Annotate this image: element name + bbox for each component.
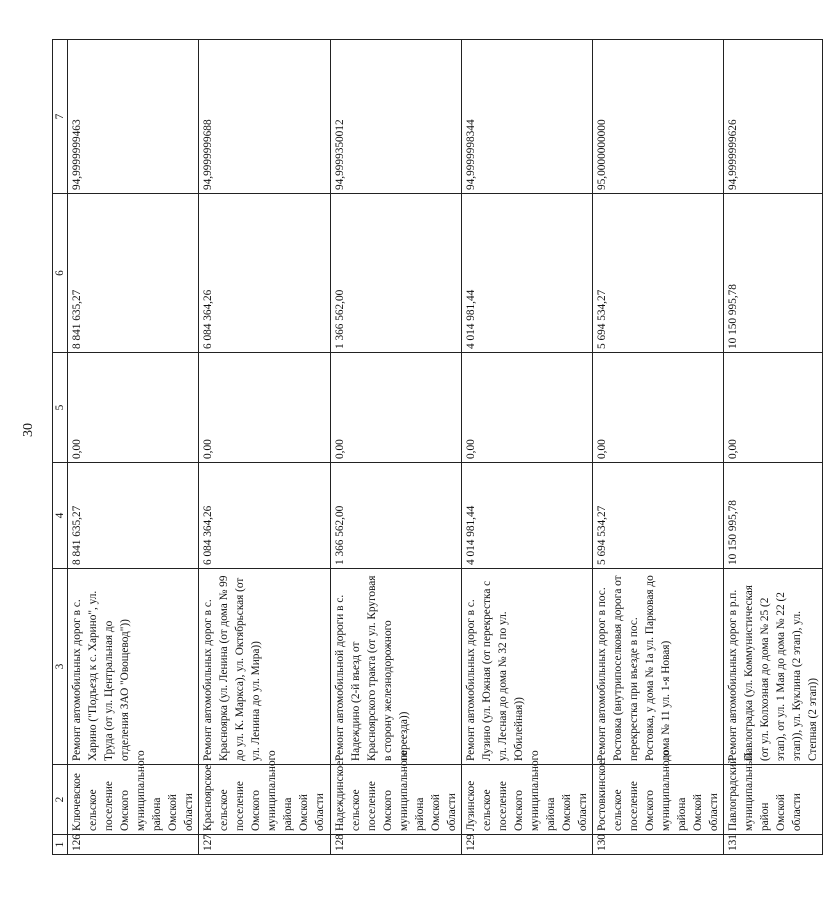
table-row — [724, 40, 823, 855]
percent-cell: 94,9999999688 — [199, 40, 330, 194]
percent-cell: 95,0000000000 — [593, 40, 724, 194]
amount-subsidy-cell: 5 694 534,27 — [593, 194, 724, 353]
column-header: 7 — [53, 40, 68, 194]
settlement-cell: Ключевское сельское поселение Омского муниципального района Омской области — [68, 765, 199, 835]
row-number: 131 — [724, 835, 823, 855]
percent-cell: 94,9999998344 — [461, 40, 592, 194]
work-description-cell: Ремонт автомобильных дорог в с. Красноярка (ул. Ленина (от дома № 99 до ул. К. Маркса), ул. Октябрьская (от ул. Ленина до ул. Мира)) — [199, 569, 330, 765]
work-description-cell: Ремонт автомобильных дорог в с. Лузино (ул. Южная (от перекрестка с ул. Лесная до дома № 32 по ул. Юбилейная)) — [461, 569, 592, 765]
amount-local-cell: 0,00 — [724, 353, 823, 463]
column-header: 4 — [53, 463, 68, 569]
column-header: 3 — [53, 569, 68, 765]
column-header: 1 — [53, 835, 68, 855]
percent-cell: 94,9999999626 — [724, 40, 823, 194]
amount-subsidy-cell: 10 150 995,78 — [724, 194, 823, 353]
amount-local-cell: 0,00 — [461, 353, 592, 463]
settlement-cell: Красноярское сельское поселение Омского муниципального района Омской области — [199, 765, 330, 835]
amount-subsidy-cell: 8 841 635,27 — [68, 194, 199, 353]
amount-local-cell: 0,00 — [199, 353, 330, 463]
row-number: 126 — [68, 835, 199, 855]
settlement-cell: Павлоградский муниципальный район Омской области — [724, 765, 823, 835]
column-header: 5 — [53, 353, 68, 463]
amount-total-cell: 1 366 562,00 — [330, 463, 461, 569]
table-row — [68, 40, 199, 855]
amount-subsidy-cell: 4 014 981,44 — [461, 194, 592, 353]
amount-total-cell: 4 014 981,44 — [461, 463, 592, 569]
row-number: 129 — [461, 835, 592, 855]
page-number: 30 — [21, 423, 36, 437]
amount-subsidy-cell: 1 366 562,00 — [330, 194, 461, 353]
amount-total-cell: 6 084 364,26 — [199, 463, 330, 569]
settlement-cell: Лузинское сельское поселение Омского муниципального района Омской области — [461, 765, 592, 835]
percent-cell: 94,9999350012 — [330, 40, 461, 194]
amount-total-cell: 8 841 635,27 — [68, 463, 199, 569]
table-row — [199, 40, 330, 855]
table-row — [593, 40, 724, 855]
column-header: 6 — [53, 194, 68, 353]
work-description-cell: Ремонт автомобильных дорог в пос. Ростовка (внутрипоселковая дорога от перекрестка при въезде в пос. Ростовка, у дома № 1а ул. Парковая до дома № 11 ул. 1-я Новая) — [593, 569, 724, 765]
work-description-cell: Ремонт автомобильных дорог в с. Харино ("Подъезд к с. Харино", ул. Труда (от ул. Центральная до отделения ЗАО "Овощевод")) — [68, 569, 199, 765]
amount-subsidy-cell: 6 084 364,26 — [199, 194, 330, 353]
rotated-table-wrapper — [52, 40, 820, 855]
table-row — [461, 40, 592, 855]
work-description-cell: Ремонт автомобильной дороги в с. Надеждино (2-й въезд от Красноярского тракта (от ул. Круговая в сторону железнодорожного переезда)) — [330, 569, 461, 765]
row-number: 127 — [199, 835, 330, 855]
budget-table — [52, 39, 823, 855]
percent-cell: 94,9999999463 — [68, 40, 199, 194]
row-number: 130 — [593, 835, 724, 855]
work-description-cell: Ремонт автомобильных дорог в р.п. Павлоградка (ул. Коммунистическая (от ул. Колхозная до дома № 25 (2 этап), от ул. 1 Мая до дома № 22 (2 этап)), ул. Куклина (2 этап), ул. Степная (2 этап)) — [724, 569, 823, 765]
header-row — [53, 40, 68, 855]
settlement-cell: Надеждинское сельское поселение Омского муниципального района Омской области — [330, 765, 461, 835]
table-row — [330, 40, 461, 855]
row-number: 128 — [330, 835, 461, 855]
amount-total-cell: 10 150 995,78 — [724, 463, 823, 569]
settlement-cell: Ростовкинское сельское поселение Омского муниципального района Омской области — [593, 765, 724, 835]
amount-local-cell: 0,00 — [330, 353, 461, 463]
amount-total-cell: 5 694 534,27 — [593, 463, 724, 569]
amount-local-cell: 0,00 — [68, 353, 199, 463]
column-header: 2 — [53, 765, 68, 835]
amount-local-cell: 0,00 — [593, 353, 724, 463]
